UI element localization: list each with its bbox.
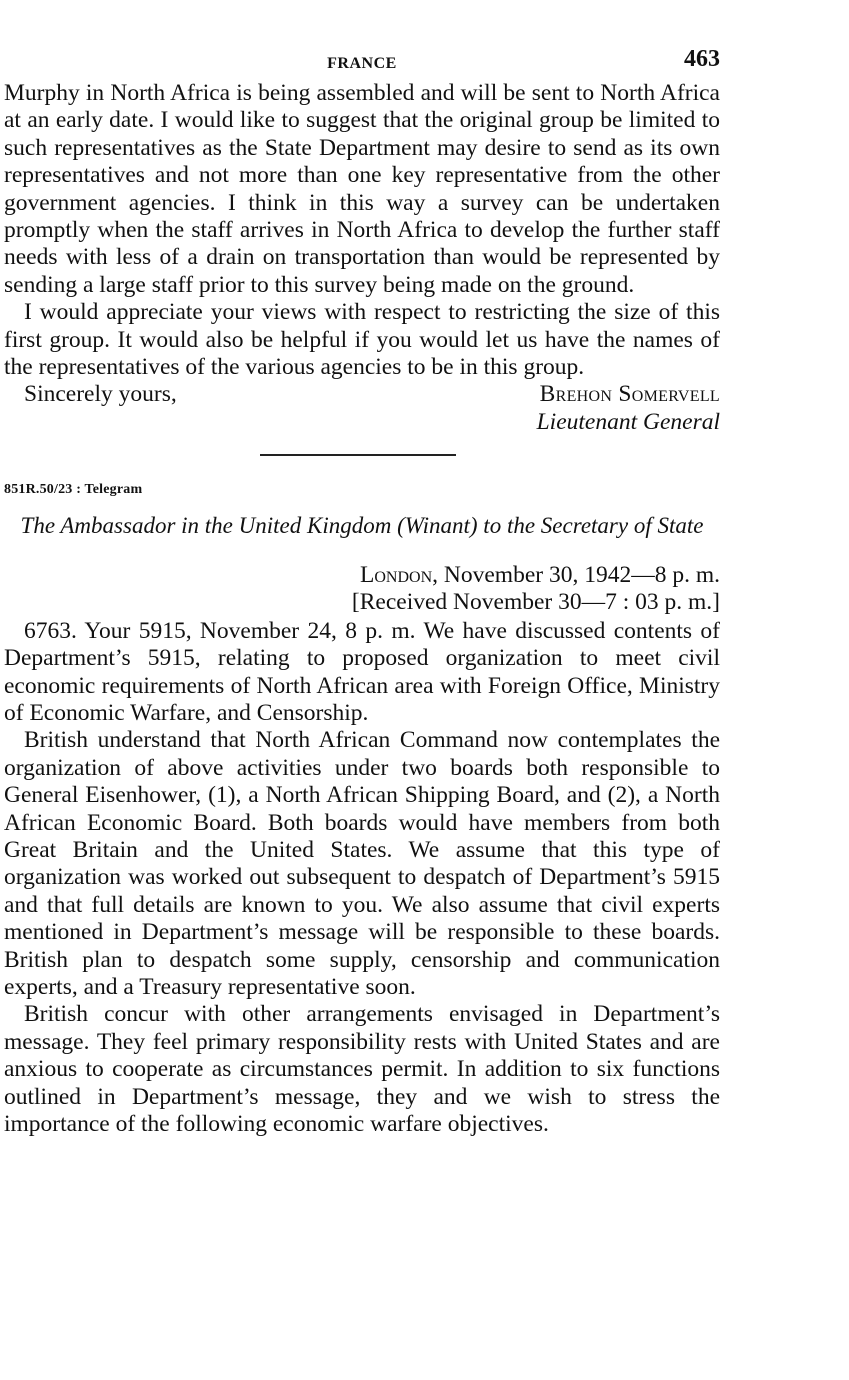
signer-name: Brehon Somervell	[539, 381, 720, 408]
document-heading: The Ambassador in the United Kingdom (Winant) to the Secretary of State	[20, 512, 704, 538]
page-number: 463	[684, 46, 720, 72]
signature-block	[4, 381, 720, 436]
signer	[537, 381, 720, 436]
telegram-paragraph-3: British concur with other arrangements envisaged in Department’s message. They feel primary responsibility rests with United States and are anxious to cooperate as circumstances permit. In addition to six functions outlined in Department’s message, they and we wish to stress the importance of the following economic warfare objectives.	[4, 1001, 720, 1137]
file-reference: 851R.50/23 : Telegram	[4, 482, 143, 498]
signer-title: Lieutenant General	[536, 408, 720, 435]
letter-paragraph-2: I would appreciate your views with respect to restricting the size of this first group. It would also be helpful if you would let us have the names of the representatives of the various agencies to be in this group.	[4, 299, 720, 381]
letter-closing: Sincerely yours,	[24, 381, 177, 408]
running-title: FRANCE	[327, 55, 397, 72]
letter-paragraph-1: Murphy in North Africa is being assembled and will be sent to North Africa at an early date. I would like to suggest that the original group be limited to such representatives as the State Department may desire to send as its own representatives and not more than one key representative from the other government agencies. I think in this way a survey can be undertaken promptly when the staff arrives in North Africa to develop the further staff needs with less of a drain on transportation than would be represented by sending a large staff prior to this survey being made on the ground.	[4, 80, 720, 298]
running-head	[4, 44, 720, 80]
dateline-place: London	[360, 561, 433, 588]
received-note: [Received November 30—7 : 03 p. m.]	[351, 588, 720, 615]
telegram-body	[4, 618, 720, 1139]
dateline	[4, 562, 720, 616]
telegram-paragraph-1: 6763. Your 5915, November 24, 8 p. m. We have discussed contents of Department’s 5915, relating to proposed organization to meet civil economic requirements of North African area with Foreign Office, Ministry of Economic Warfare, and Censorship.	[4, 617, 720, 726]
document-page	[4, 44, 720, 1138]
dateline-date: , November 30, 1942—8 p. m.	[432, 561, 720, 588]
telegram-paragraph-2: British understand that North African Command now contemplates the organization of above activities under two boards both responsible to General Eisenhower, (1), a North African Shipping Board, and (2), a North African Economic Board. Both boards would have members from both Great Britain and the United States. We assume that this type of organization was worked out subsequent to despatch of Department’s 5915 and that full details are known to you. We also assume that civil experts mentioned in Department’s message will be responsible to these boards. British plan to despatch some supply, censorship and communication experts, and a Treasury representative soon.	[4, 727, 720, 1000]
section-divider	[260, 454, 456, 456]
